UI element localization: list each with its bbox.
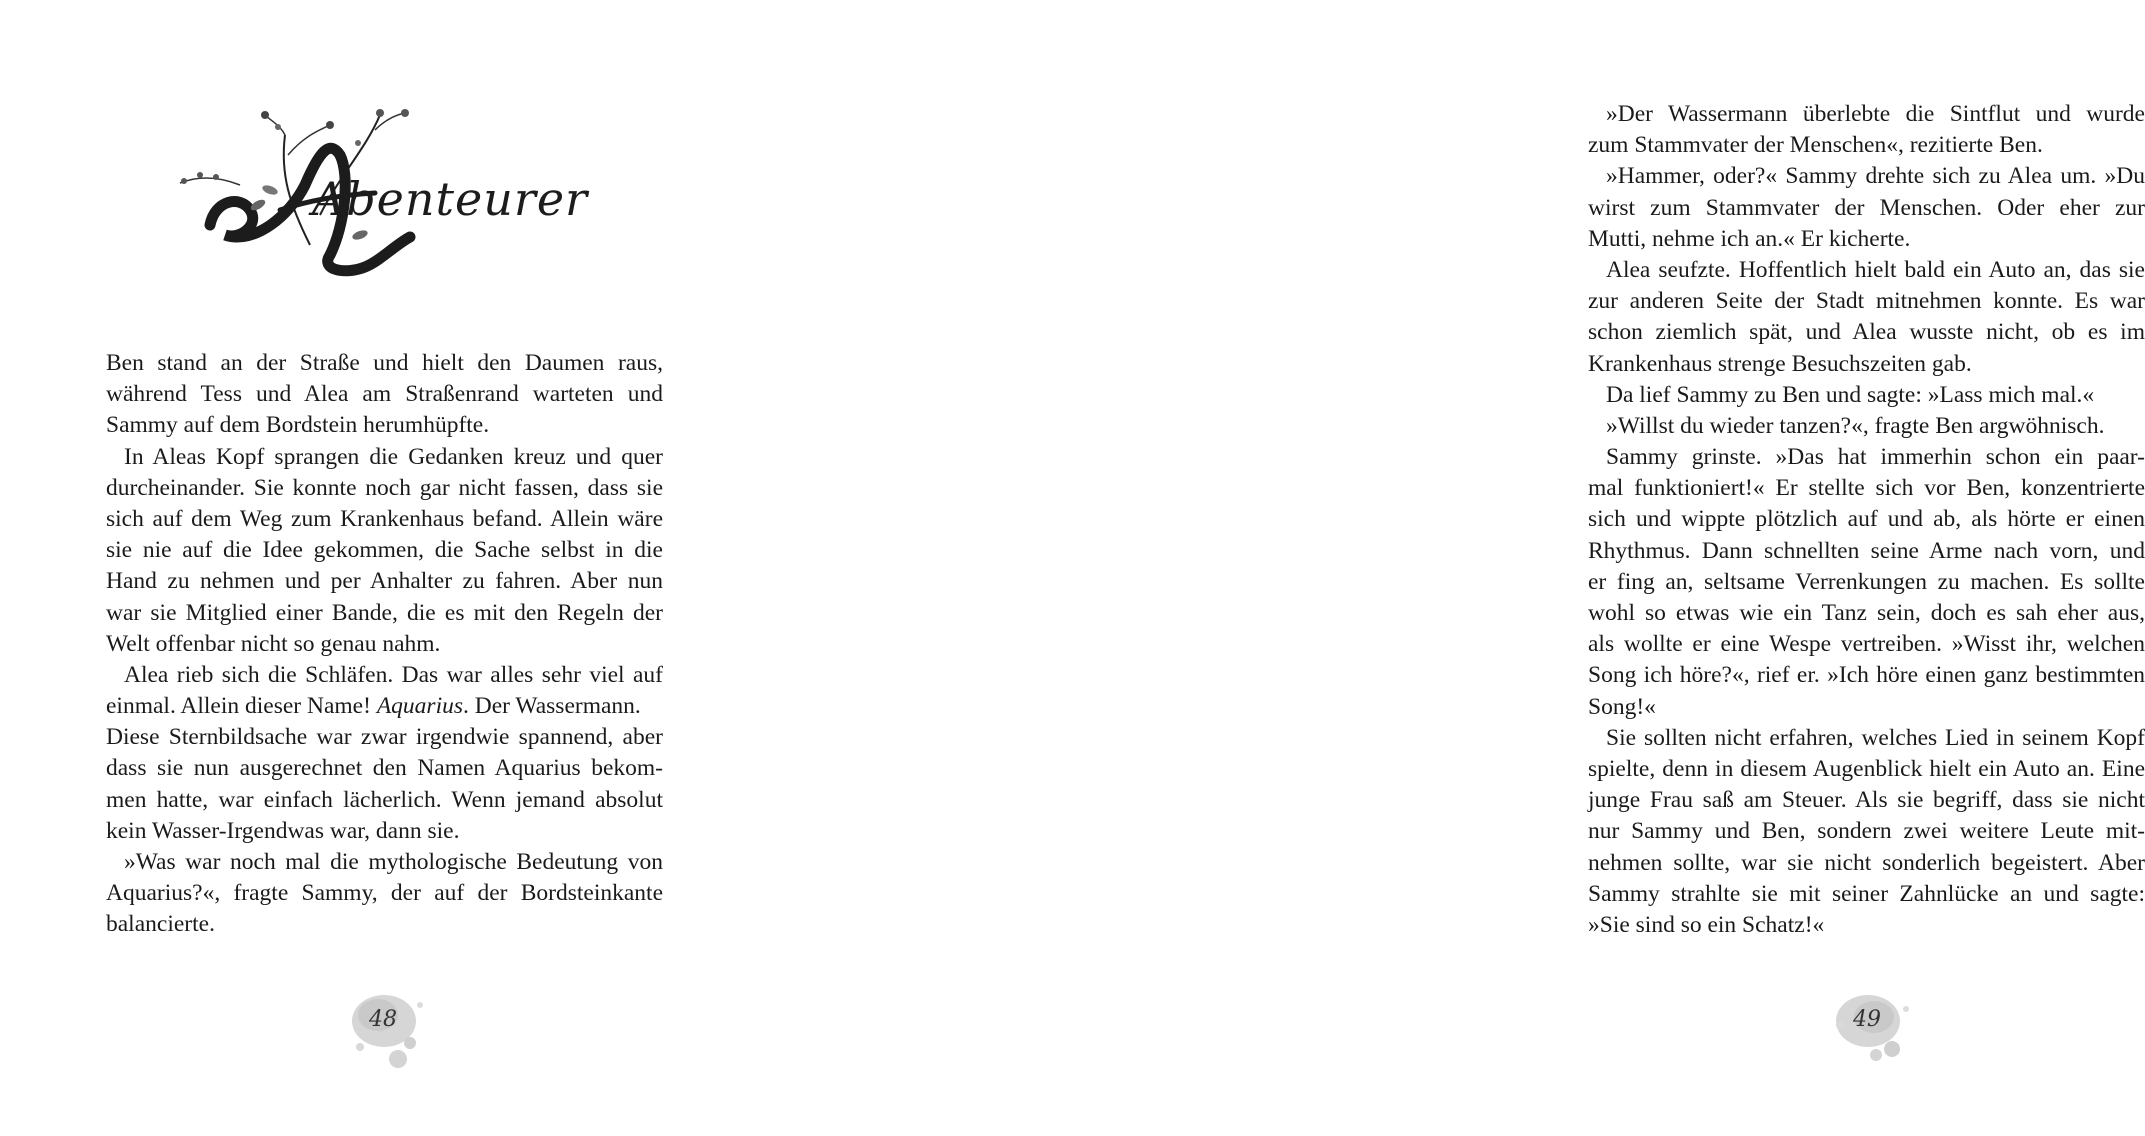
text-line: zum Stammvater der Menschen«, rezitierte Ben. — [1588, 132, 2043, 159]
left-page — [0, 0, 750, 1136]
text-line: »Willst du wieder tanzen?«, fragte Ben argwöhnisch. — [1606, 412, 2105, 439]
text-line: als wollte er eine Wespe vertreiben. »Wisst ihr, welchen — [1588, 631, 2145, 658]
text-line: Alea rieb sich die Schläfen. Das war alles sehr viel auf — [124, 661, 663, 688]
text-line: Da lief Sammy zu Ben und sagte: »Lass mich mal.« — [1606, 381, 2095, 408]
text-line: men hatte, war einfach lächerlich. Wenn jemand absolut — [106, 786, 663, 813]
text-line: Rhythmus. Dann schnellten seine Arme nach vorn, und — [1588, 537, 2145, 564]
text-line: Aquarius?«, fragte Sammy, der auf der Bordsteinkante — [106, 880, 663, 907]
text-line: In Aleas Kopf sprangen die Gedanken kreuz und quer — [124, 443, 663, 470]
text-line: Sie sollten nicht erfahren, welches Lied in seinem Kopf — [1606, 724, 2145, 751]
text-line: Sammy strahlte sie mit seiner Zahnlücke an und sagte: — [1588, 880, 2145, 907]
text-line: »Der Wassermann überlebte die Sintflut und wurde — [1606, 101, 2145, 127]
text-line: kein Wasser-Irgendwas war, dann sie. — [106, 817, 460, 844]
chapter-heading: Abenteurer — [312, 172, 589, 226]
text-line: »Sie sind so ein Schatz!« — [1588, 911, 1825, 938]
page-number-badge — [1832, 985, 1932, 1075]
text-line: durcheinander. Sie konnte noch gar nicht fassen, dass sie — [106, 474, 663, 501]
text-line: Ben stand an der Straße und hielt den Daumen raus, — [106, 350, 663, 376]
text-line — [106, 691, 663, 722]
text-line: er fing an, seltsame Verrenkungen zu machen. Es sollte — [1588, 568, 2145, 595]
text-line: Krankenhaus strenge Besuchszeiten gab. — [1588, 350, 1972, 377]
text-line: sich auf dem Weg zum Krankenhaus befand. Allein wäre — [106, 505, 663, 532]
text-line: sich und wippte plötzlich auf und ab, als hörte er einen — [1588, 506, 2145, 533]
text-line: Mutti, nehme ich an.« Er kicherte. — [1588, 225, 1911, 252]
text-line: Alea seufzte. Hoffentlich hielt bald ein Auto an, das sie — [1606, 256, 2145, 283]
text-line: »Hammer, oder?« Sammy drehte sich zu Alea um. »Du — [1606, 163, 2145, 190]
text-line: wohl so etwas wie ein Tanz sein, doch es sah eher aus, — [1588, 600, 2145, 626]
text-line: nehmen sollte, war sie nicht sonderlich begeistert. Aber — [1588, 849, 2145, 876]
page-number: 48 — [369, 1007, 397, 1032]
text-line: Sammy auf dem Bordstein herumhüpfte. — [106, 412, 490, 439]
text-line: junge Frau saß am Steuer. Als sie begriff, dass sie nicht — [1588, 787, 2145, 814]
text-line: sie nie auf die Idee gekommen, die Sache selbst in die — [106, 537, 663, 564]
text-line: war sie Mitglied einer Bande, die es mit den Regeln der — [106, 599, 663, 626]
right-page — [750, 0, 2145, 1136]
text-line: während Tess und Alea am Straßenrand warteten und — [106, 381, 663, 408]
text-line: dass sie nun ausgerechnet den Namen Aquarius bekom- — [106, 755, 663, 782]
text-line: zur anderen Seite der Stadt mitnehmen konnte. Es war — [1588, 288, 2145, 315]
italic-name: Aquarius — [376, 693, 463, 720]
text-line: spielte, denn in diesem Augenblick hielt ein Auto an. Eine — [1588, 755, 2145, 782]
text-fragment: . Der Wassermann. — [463, 693, 641, 720]
page-number: 49 — [1853, 1007, 1881, 1032]
text-fragment: einmal. Allein dieser Name! — [106, 693, 377, 720]
text-line: mal funktioniert!« Er stellte sich vor Ben, konzentrierte — [1588, 475, 2145, 502]
text-line: Song!« — [1588, 693, 1656, 720]
text-line: »Was war noch mal die mythologische Bedeutung von — [124, 849, 663, 875]
right-body-text — [1588, 99, 2145, 941]
text-line: wirst zum Stammvater der Menschen. Oder eher zur — [1588, 194, 2145, 221]
text-line: Hand zu nehmen und per Anhalter zu fahren. Aber nun — [106, 568, 663, 595]
text-line: Sammy grinste. »Das hat immerhin schon ein paar- — [1606, 444, 2145, 471]
text-line: balancierte. — [106, 911, 215, 938]
left-body-text — [106, 348, 663, 941]
text-line: Welt offenbar nicht so genau nahm. — [106, 630, 441, 657]
page-number-badge — [348, 985, 448, 1075]
text-line: nur Sammy und Ben, sondern zwei weitere Leute mit- — [1588, 818, 2145, 845]
text-line: schon ziemlich spät, und Alea wusste nicht, ob es im — [1588, 319, 2145, 346]
text-line: Diese Sternbildsache war zwar irgendwie spannend, aber — [106, 724, 663, 751]
text-line: Song ich höre?«, rief er. »Ich höre einen ganz bestimmten — [1588, 662, 2145, 689]
